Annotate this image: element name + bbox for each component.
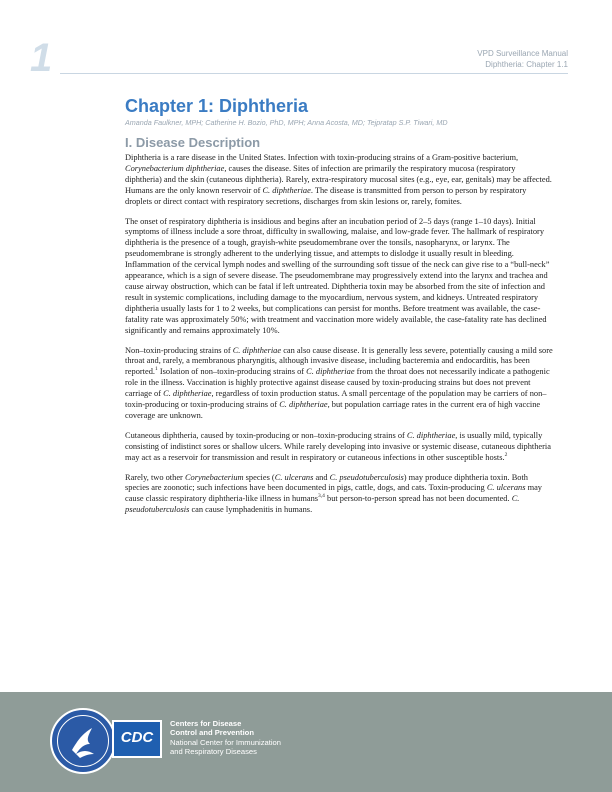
italic-term: C. diphtheriae [163,389,212,399]
chapter-title: Chapter 1: Diphtheria [125,96,309,116]
text-run: and [313,472,330,482]
header-divider [60,73,568,74]
reference-superscript: 2 [504,451,508,458]
chapter-reference: Diphtheria: Chapter 1.1 [485,60,568,69]
text-run: The onset of respiratory diphtheria is insidious and begins after an incubation period of 2–5 days (range 1–10 days). Initial symptoms of illness include a sore throat, difficulty in swallowing, malaise, and low-grade fever. The hallmark of respiratory diphtheria is the presence of a tough, grayish-white pseudomembrane over the tonsils, nasopharynx, or larynx. The pseudomembrane is strongly adherent to the underlying tissue, and attempts to dislodge it usually result in bleeding. Inflammation of the cervical lymph nodes and swelling of the surrounding soft tissue of the neck can give rise to a “bull-neck” appearance, which is a sign of severe disease. The pseudomembrane may progressively extend into the larynx and trachea and cause airway obstruction, which can be fatal if left untreated. Diphtheria toxin may be absorbed from the site of infection and result in systemic complications, including damage to the myocardium, nervous system, and kidneys. Untreated respiratory diphtheria usually lasts for 1 to 2 weeks, but complications can persist for months. Before treatment was available, the case-fatality rate was approximately 50%; with treatment and vaccination more widely available, the case-fatality rate has declined significantly and remains approximately 10%. [125,216,550,335]
paragraph [125,473,553,517]
text-run: , regardless of toxin production status. A small percentage of the population may be carriers of non–toxin-producing or toxin-producing strains of [125,389,547,410]
hhs-seal-logo [50,708,116,774]
cdc-logo: CDC [112,720,162,758]
running-header [477,48,568,70]
manual-title: VPD Surveillance Manual [477,49,568,58]
text-run: , causes the disease. Sites of infection are primarily the respiratory mucosa (respiratory diphtheria) and the skin (cutaneous diphtheria). Rarely, extra-respiratory mucosal sites (e.g., eye, ear, genitals) may be affected. Humans are the only known reservoir of [125,163,552,195]
footer-band [0,692,612,792]
paragraph [125,346,553,422]
text-run: may cause classic respiratory diphtheria-like illness in humans [125,483,542,504]
text-run: species ( [243,472,275,482]
eagle-icon [52,710,114,772]
reference-superscript: 3,4 [318,493,325,500]
text-run: Cutaneous diphtheria, caused by toxin-producing or non–toxin-producing strains of [125,430,407,440]
text-run: Non–toxin-producing strains of [125,345,233,355]
org-name-line1: Centers for Disease [170,719,242,728]
italic-term: C. pseudotuberculosis [329,472,404,482]
org-name-line2: Control and Prevention [170,728,254,738]
italic-term: C. ulcerans [486,483,526,493]
italic-term: C. ulcerans [274,472,314,482]
italic-term: Corynebacterium [184,472,244,482]
italic-term: Corynebacterium diphtheriae [125,163,225,173]
text-run: can cause lymphadenitis in humans. [189,505,313,515]
paragraph [125,153,553,208]
italic-term: C. diphtheriae [406,430,456,440]
paragraph [125,431,553,464]
text-run: , but population carriage rates in the current era of high vaccine coverage are unknown. [125,400,541,420]
text-run: Rarely, two other [125,472,185,482]
chapter-number: 1 [30,36,53,80]
center-name-line1: National Center for Immunization [170,737,282,747]
text-run: can also cause disease. It is generally less severe, potentially causing a mild sore throat and, rarely, a membranous pharyngitis, although invasive disease, including bacteremia and endocarditis, has been reported. [125,345,553,377]
italic-term: C. pseudotuberculosis [125,494,520,515]
section-heading: I. Disease Description [125,135,261,150]
footer-organization [170,719,281,757]
section-body [125,153,553,525]
italic-term: C. diphtheriae [306,367,355,377]
paragraph [125,217,553,337]
author-list: Amanda Faulkner, MPH; Catherine H. Bozio, PhD, MPH; Anna Acosta, MD; Tejpratap S.P. Tiwari, MD [125,118,448,127]
reference-superscript: 1 [155,366,158,373]
italic-term: C. diphtheriae [262,185,311,195]
italic-term: C. diphtheriae [279,400,328,410]
text-run: . The disease is transmitted from person to person by respiratory droplets or direct contact with respiratory secretions, discharges from skin lesions or, rarely, fomites. [125,185,527,206]
text-run: , is usually mild, typically consisting of indistinct sores or shallow ulcers. While rarely developing into invasive or systemic disease, cutaneous diphtheria may act as a reservoir for transmission and result in respiratory or cutaneous infections in other susceptible hosts. [125,430,551,462]
center-name-line2: and Respiratory Diseases [170,747,257,757]
text-run: from the throat does not necessarily indicate a pathogenic role in the illness. Vaccination is highly protective against disease caused by toxin-producing strains but does not prevent carriage of [125,367,550,399]
text-run: Isolation of non–toxin-producing strains of [157,367,307,377]
italic-term: C. diphtheriae [232,345,282,355]
text-run: but person-to-person spread has not been documented. [324,494,512,504]
text-run: ) may produce diphtheria toxin. Both species are zoonotic; such infections have been documented in pigs, cattle, dogs, and cats. Toxin-producing [125,472,528,493]
text-run: Diphtheria is a rare disease in the United States. Infection with toxin-producing strains of a Gram-positive bacterium, [125,153,519,162]
